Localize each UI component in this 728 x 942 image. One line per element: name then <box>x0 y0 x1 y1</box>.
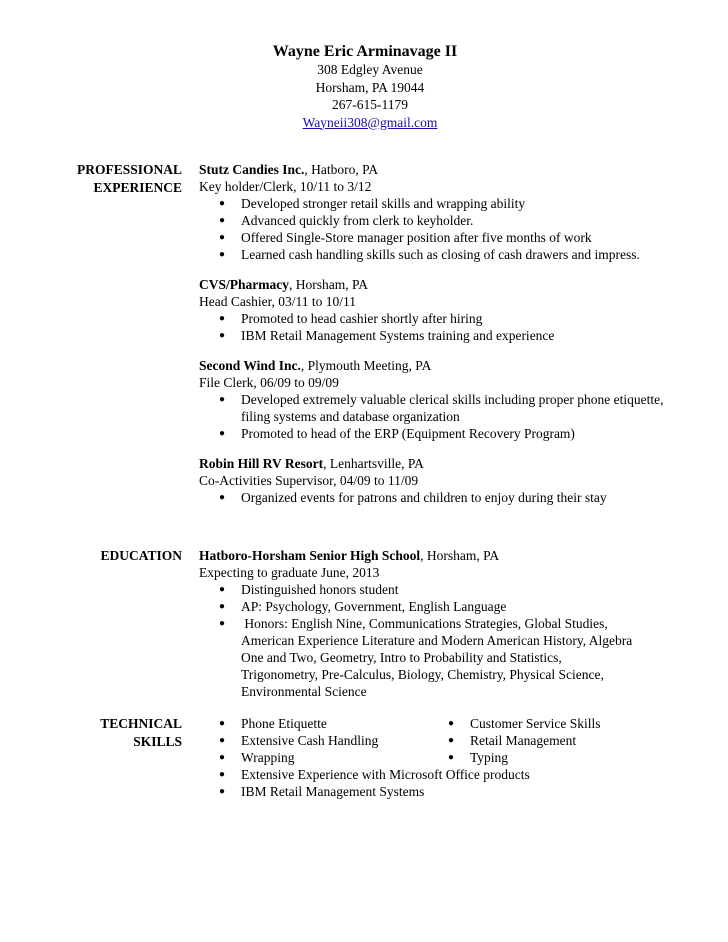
list-item: ● Extensive Experience with Microsoft Office products <box>199 766 699 783</box>
list-item: ● Promoted to head cashier shortly after hiring <box>199 310 699 327</box>
list-item: ● Typing <box>428 749 678 766</box>
list-item: ● Promoted to head of the ERP (Equipment Recovery Program) <box>199 425 699 442</box>
list-item: ● Developed extremely valuable clerical skills including proper phone etiquette, filing systems and database organization <box>199 391 681 425</box>
experience-body <box>199 161 699 519</box>
list-item: ● AP: Psychology, Government, English Language <box>199 598 699 615</box>
company-name: Robin Hill RV Resort <box>199 456 324 471</box>
experience-heading <box>60 161 182 197</box>
list-item: ● IBM Retail Management Systems <box>199 783 699 800</box>
job-role: Key holder/Clerk, 10/11 to 3/12 <box>199 179 372 194</box>
list-item: ● Offered Single-Store manager position after five months of work <box>199 229 699 246</box>
phone-number: 267-615-1179 <box>332 97 408 112</box>
job-title-line <box>199 357 699 374</box>
job-bullets <box>199 310 699 344</box>
job-title-line <box>199 455 699 472</box>
school-line <box>199 547 699 564</box>
job-bullets <box>199 195 699 263</box>
list-item: ● Distinguished honors student <box>199 581 699 598</box>
skills-heading <box>60 715 182 751</box>
list-item: ● IBM Retail Management Systems training and experience <box>199 327 699 344</box>
list-item: ● Wrapping <box>199 749 439 766</box>
job-title-line <box>199 276 699 293</box>
education-body <box>199 547 699 700</box>
email-link[interactable]: Wayneii308@gmail.com <box>302 114 438 130</box>
job-role: Head Cashier, 03/11 to 10/11 <box>199 294 357 309</box>
job-entry-stutz <box>199 161 699 263</box>
company-location: , Horsham, PA <box>289 277 369 292</box>
list-item: ● Learned cash handling skills such as closing of cash drawers and impress. <box>199 246 641 263</box>
school-name: Hatboro-Horsham Senior High School <box>199 548 421 563</box>
graduation-date: Expecting to graduate June, 2013 <box>199 565 380 580</box>
experience-heading-line1: PROFESSIONAL <box>76 162 182 177</box>
list-item: ● Phone Etiquette <box>199 715 439 732</box>
list-item: ● Developed stronger retail skills and wrapping ability <box>199 195 699 212</box>
job-role: File Clerk, 06/09 to 09/09 <box>199 375 339 390</box>
skills-body <box>199 715 699 800</box>
company-name: CVS/Pharmacy <box>199 277 289 292</box>
company-location: , Plymouth Meeting, PA <box>300 358 432 373</box>
company-location: , Hatboro, PA <box>304 162 379 177</box>
skills-right-column <box>428 715 678 766</box>
candidate-name: Wayne Eric Arminavage II <box>272 43 458 60</box>
job-bullets <box>199 391 699 442</box>
skills-full-width <box>199 766 699 800</box>
list-item: ● Extensive Cash Handling <box>199 732 439 749</box>
resume-header <box>0 42 728 132</box>
skills-two-column <box>199 715 699 766</box>
list-item: ● Advanced quickly from clerk to keyholder. <box>199 212 699 229</box>
skills-heading-line2: SKILLS <box>133 734 182 749</box>
address-line-1: 308 Edgley Avenue <box>317 62 423 77</box>
address-line-2: Horsham, PA 19044 <box>315 79 425 95</box>
company-name: Second Wind Inc. <box>199 358 301 373</box>
job-bullets <box>199 489 699 506</box>
job-entry-cvs <box>199 276 699 344</box>
list-item: ● Retail Management <box>428 732 678 749</box>
skills-left-column <box>199 715 439 766</box>
school-location: , Horsham, PA <box>420 548 500 563</box>
job-entry-second-wind <box>199 357 699 442</box>
education-bullets <box>199 581 699 700</box>
list-item: ● Organized events for patrons and children to enjoy during their stay <box>199 489 699 506</box>
skills-heading-line1: TECHNICAL <box>100 716 182 731</box>
company-name: Stutz Candies Inc. <box>199 162 305 177</box>
education-heading: EDUCATION <box>100 548 182 563</box>
list-item: ● Honors: English Nine, Communications Strategies, Global Studies, American Experience Literature and Modern American History, Algebra One and Two, Geometry, Intro to Probability and Statistics, Trigonometry, Pre-Calculus, Biology, Chemistry, Physical Science, Environmental Science <box>199 615 641 700</box>
job-entry-robin-hill <box>199 455 699 506</box>
job-role: Co-Activities Supervisor, 04/09 to 11/09 <box>199 473 419 488</box>
job-title-line <box>199 161 699 178</box>
experience-heading-line2: EXPERIENCE <box>93 180 182 195</box>
company-location: , Lenhartsville, PA <box>323 456 424 471</box>
list-item: ● Customer Service Skills <box>428 715 678 732</box>
